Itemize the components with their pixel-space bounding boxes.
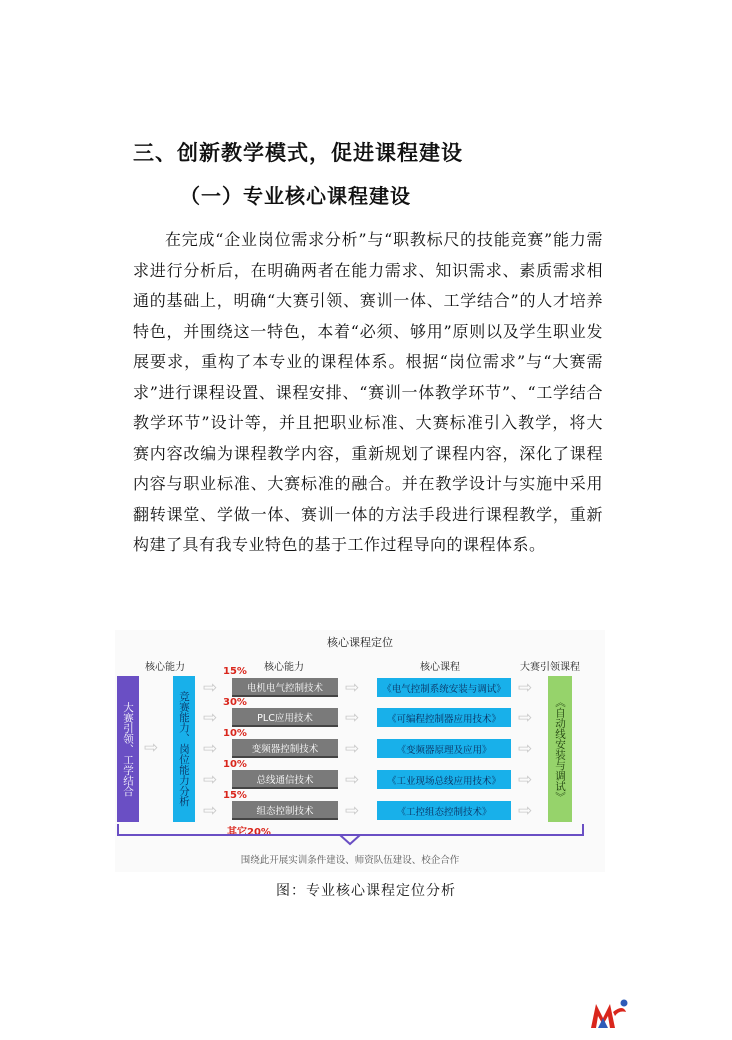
publisher-logo-icon: [589, 998, 629, 1032]
core-course-item: 《变频器原理及应用》: [377, 739, 511, 758]
arrow-icon: ⇨: [203, 801, 218, 821]
ability-percent: 15%: [223, 790, 247, 801]
core-course-item: 《可编程控制器应用技术》: [377, 708, 511, 727]
ability-item: PLC应用技术: [232, 708, 338, 727]
arrow-icon: ⇨: [518, 739, 533, 759]
arrow-icon: ⇨: [345, 801, 360, 821]
ability-item: 总线通信技术: [232, 770, 338, 789]
competition-course-box: [548, 676, 572, 822]
header-core-ability-left: 核心能力: [145, 662, 185, 673]
figure-caption: 图：专业核心课程定位分析: [276, 883, 456, 899]
ability-percent: 10%: [223, 728, 247, 739]
figure-footer: 围绕此开展实训条件建设、师资队伍建设、校企合作: [240, 855, 460, 866]
header-core-courses: 核心课程: [420, 662, 460, 673]
arrow-icon: ⇨: [203, 770, 218, 790]
ability-analysis-text: 竞赛能力、岗位能力分析: [178, 691, 190, 807]
ability-percent: 15%: [223, 666, 247, 677]
body-paragraph: 在完成“企业岗位需求分析”与“职教标尺的技能竞赛”能力需求进行分析后，在明确两者在能力需求、知识需求、素质需求相通的基础上，明确“大赛引领、赛训一体、工学结合”的人才培养特色，并围绕这一特色，本着“必须、够用”原则以及学生职业发展要求，重构了本专业的课程体系。根据“岗位需求”与“大赛需求”进行课程设置、课程安排、“赛训一体教学环节”、“工学结合教学环节”设计等，并且把职业标准、大赛标准引入教学，将大赛内容改编为课程教学内容，重新规划了课程内容，深化了课程内容与职业标准、大赛标准的融合。并在教学设计与实施中采用翻转课堂、学做一体、赛训一体的方法手段进行课程教学，重新构建了具有我专业特色的基于工作过程导向的课程体系。: [133, 230, 603, 554]
left-theme-text: 大赛引领、工学结合: [122, 701, 134, 797]
ability-percent: 30%: [223, 697, 247, 708]
header-competition-courses: 大赛引领课程: [520, 662, 580, 673]
subsection-heading: （一）专业核心课程建设: [180, 184, 411, 208]
ability-item: 组态控制技术: [232, 801, 338, 820]
arrow-icon: ⇨: [518, 770, 533, 790]
core-course-item: 《电气控制系统安装与调试》: [377, 678, 511, 697]
arrow-icon: ⇨: [144, 738, 159, 758]
course-positioning-figure: [115, 630, 605, 872]
arrow-icon: ⇨: [203, 708, 218, 728]
header-core-ability: 核心能力: [264, 662, 304, 673]
other-percent: 其它20%: [227, 827, 271, 838]
arrow-icon: ⇨: [203, 739, 218, 759]
core-course-item: 《工业现场总线应用技术》: [377, 770, 511, 789]
arrow-icon: ⇨: [518, 708, 533, 728]
ability-analysis-box: [173, 676, 195, 822]
figure-title: 核心课程定位: [327, 636, 393, 649]
core-course-item: 《工控组态控制技术》: [377, 801, 511, 820]
ability-item: 电机电气控制技术: [232, 678, 338, 697]
section-heading: 三、创新教学模式，促进课程建设: [133, 141, 463, 165]
arrow-icon: ⇨: [345, 708, 360, 728]
arrow-icon: ⇨: [203, 678, 218, 698]
arrow-icon: ⇨: [345, 739, 360, 759]
arrow-icon: ⇨: [518, 678, 533, 698]
arrow-icon: ⇨: [345, 678, 360, 698]
ability-item: 变频器控制技术: [232, 739, 338, 758]
competition-course-text: 《自动线安装与调试》: [554, 696, 566, 802]
bracket-line: [115, 822, 585, 848]
arrow-icon: ⇨: [345, 770, 360, 790]
arrow-icon: ⇨: [518, 801, 533, 821]
ability-percent: 10%: [223, 759, 247, 770]
left-theme-box: [117, 676, 139, 822]
